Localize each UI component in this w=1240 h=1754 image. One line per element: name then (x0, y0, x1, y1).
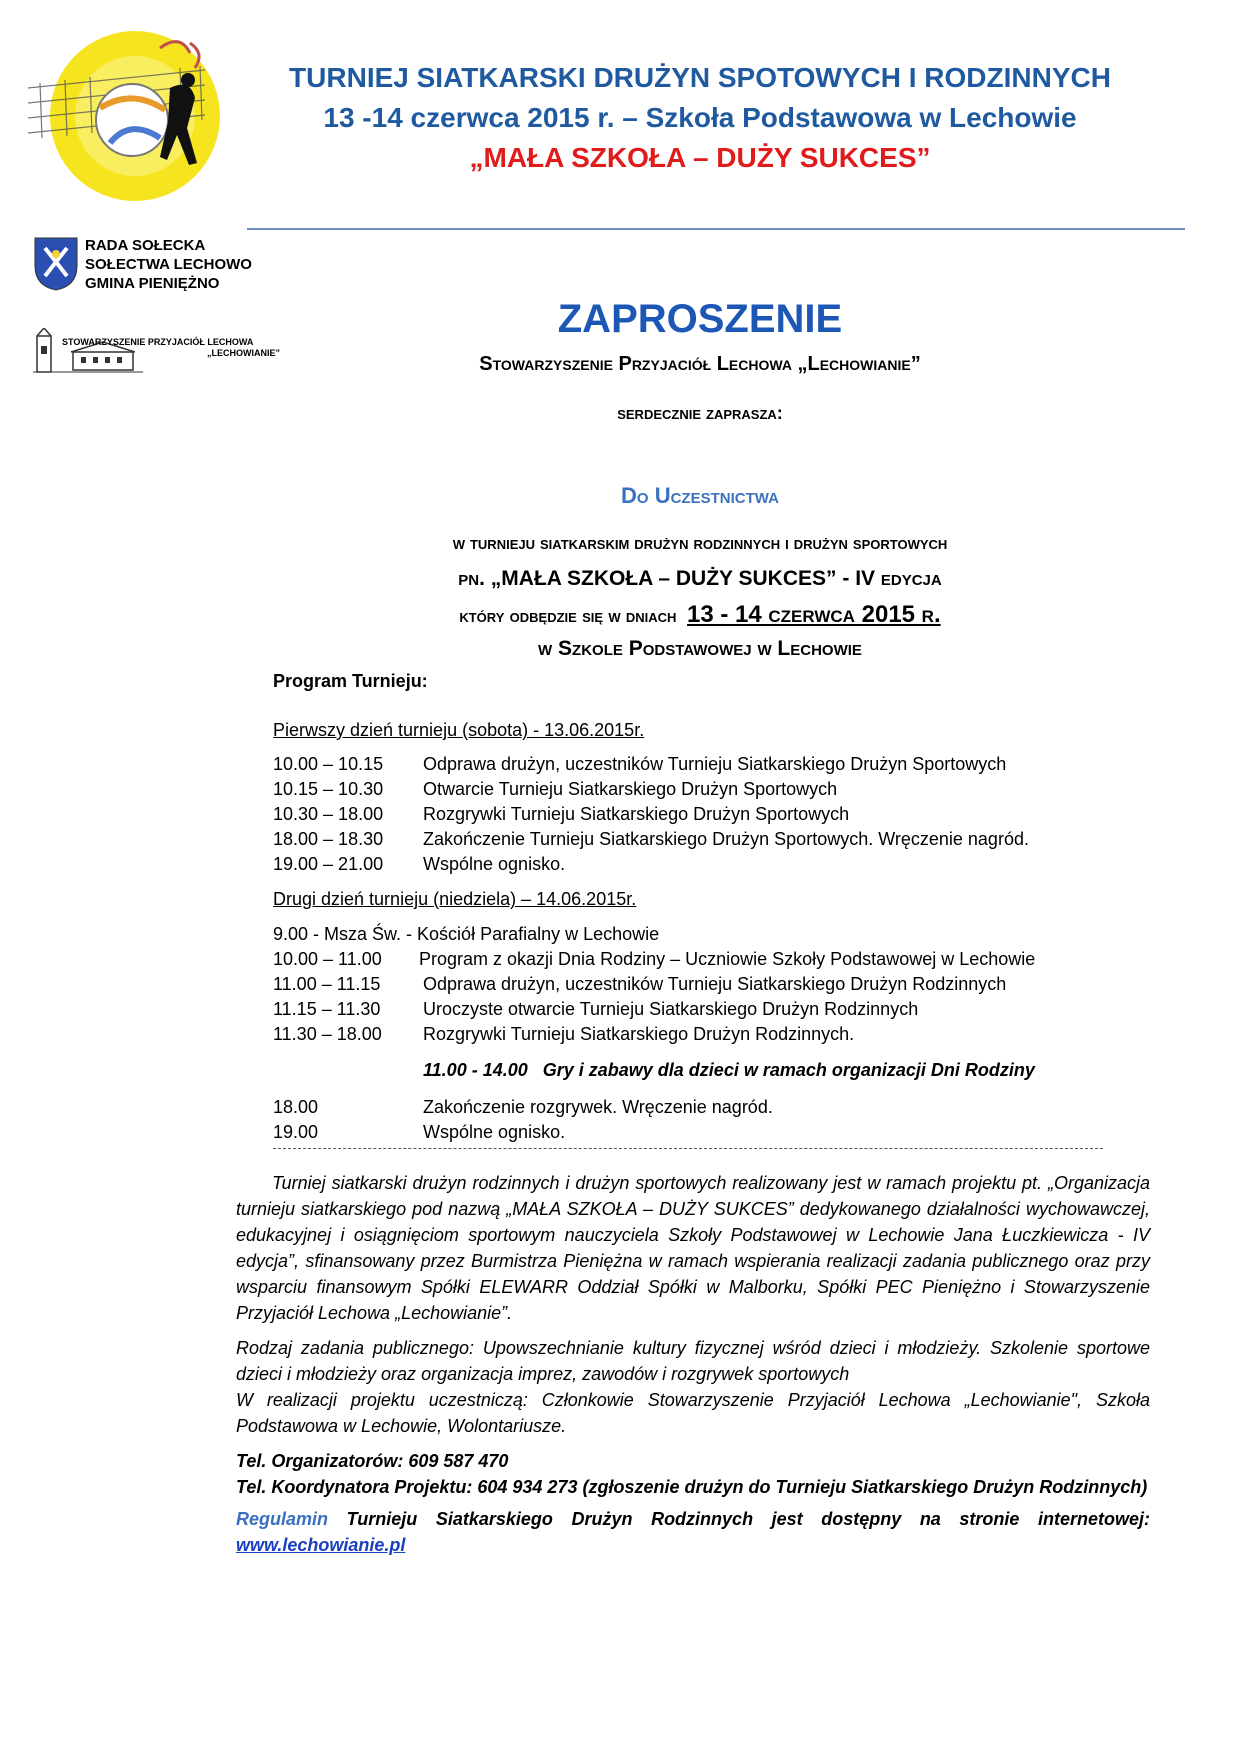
project-description: Turniej siatkarski drużyn rodzinnych i drużyn sportowych realizowany jest w ramach projektu pt. „Organizacja turnieju siatkarskiego pod nazwą „MAŁA SZKOŁA – DUŻY SUKCES” dedykowanego działalności wychowawczej, edukacyjnej i osiągnięciom sportowym nauczyciela Szkoły Podstawowej w Lechowie Jana Łuczkiewicza - IV edycja”, sfinansowany przez Burmistrza Pieniężna w ramach wspierania realizacji zadania publicznego oraz przy wsparciu finansowym Spółki ELEWARR Oddział Spółki w Malborku, Spółki PEC Pieniężno i Stowarzyszenie Przyjaciół Lechowa „Lechowianie”. (236, 1173, 1150, 1323)
header-motto: „MAŁA SZKOŁA – DUŻY SUKCES” (469, 142, 931, 173)
organizer-phone: Tel. Organizatorów: 609 587 470 (236, 1451, 509, 1471)
dashed-separator (273, 1148, 1103, 1149)
schedule-row: 18.00 – 18.30 Zakończenie Turnieju Siatkarskiego Drużyn Sportowych. Wręczenie nagród. (273, 829, 1029, 849)
day1-title: Pierwszy dzień turnieju (sobota) - 13.06.2015r. (273, 720, 645, 740)
participation-heading: Do Uczestnictwa (621, 483, 779, 508)
schedule-row: 10.00 – 10.15 Odprawa drużyn, uczestników Turnieju Siatkarskiego Drużyn Sportowych (273, 754, 1007, 774)
dates-line: który odbędzie się w dniach 13 - 14 czerwca 2015 r. (459, 601, 941, 628)
invites-line: serdecznie zaprasza: (617, 403, 783, 423)
day2-title: Drugi dzień turnieju (niedziela) – 14.06.2015r. (273, 889, 637, 909)
edition-line: pn. „MAŁA SZKOŁA – DUŻY SUKCES” - IV edycja (458, 567, 942, 590)
tournament-line: w turnieju siatkarskim drużyn rodzinnych i drużyn sportowych (452, 533, 948, 553)
participants: W realizacji projektu uczestniczą: Członkowie Stowarzyszenie Przyjaciół Lechowa „Lechowianie", Szkoła Podstawowa w Lechowie, Wolontariusze. (236, 1390, 1150, 1436)
dates-highlight: 13 - 14 czerwca 2015 r. (687, 601, 941, 628)
invitation-title: ZAPROSZENIE (557, 297, 843, 341)
rada-solecka-label: RADA SOŁECKA SOŁECTWA LECHOWO GMINA PIENIĘŻNO (85, 237, 252, 292)
organizer-line: Stowarzyszenie Przyjaciół Lechowa „Lechowianie” (479, 353, 921, 375)
coat-of-arms-icon (33, 236, 79, 292)
schedule-row: 18.00 Zakończenie rozgrywek. Wręczenie nagród. (273, 1097, 773, 1117)
website-link[interactable]: www.lechowianie.pl (236, 1535, 406, 1555)
schedule-row: 11.00 – 11.15 Odprawa drużyn, uczestników Turnieju Siatkarskiego Drużyn Rodzinnych (273, 974, 1007, 994)
header-divider (247, 228, 1185, 230)
regulations-line: Regulamin Turnieju Siatkarskiego Drużyn Rodzinnych jest dostępny na stronie internetowej: (236, 1509, 1150, 1529)
program-label: Program Turnieju: (273, 671, 428, 691)
schedule-row: 10.30 – 18.00 Rozgrywki Turnieju Siatkarskiego Drużyn Sportowych (273, 804, 850, 824)
schedule-row: 19.00 Wspólne ognisko. (273, 1122, 566, 1142)
mass-row: 9.00 - Msza Św. - Kościół Parafialny w Lechowie (273, 924, 660, 944)
schedule-row: 19.00 – 21.00 Wspólne ognisko. (273, 854, 566, 874)
stowarzyszenie-label: STOWARZYSZENIE PRZYJACIÓŁ LECHOWA „LECHOWIANIE” (62, 337, 280, 358)
header-title: TURNIEJ SIATKARSKI DRUŻYN SPOTOWYCH I RODZINNYCH (289, 62, 1111, 93)
header-dates: 13 -14 czerwca 2015 r. – Szkoła Podstawowa w Lechowie (323, 102, 1077, 133)
tournament-logo (20, 28, 220, 208)
website-line (236, 1532, 1150, 1558)
coordinator-phone: Tel. Koordynatora Projektu: 604 934 273 (zgłoszenie drużyn do Turnieju Siatkarskiego Drużyn Rodzinnych) (236, 1477, 1148, 1497)
kids-games-row: 11.00 - 14.00 Gry i zabawy dla dzieci w ramach organizacji Dni Rodziny (423, 1060, 1035, 1080)
schedule-row: 10.00 – 11.00 Program z okazji Dnia Rodziny – Uczniowie Szkoły Podstawowej w Lechowie (273, 949, 1036, 969)
venue-line: w Szkole Podstawowej w Lechowie (538, 637, 862, 660)
schedule-row: 11.30 – 18.00 Rozgrywki Turnieju Siatkarskiego Drużyn Rodzinnych. (273, 1024, 855, 1044)
regulations-word: Regulamin (236, 1509, 329, 1529)
task-type: Rodzaj zadania publicznego: Upowszechnianie kultury fizycznej wśród dzieci i młodzieży. Szkolenie sportowe dzieci i młodzieży oraz organizacja imprez, zawodów i rozgrywek sportowych (236, 1338, 1150, 1384)
schedule-row: 10.15 – 10.30 Otwarcie Turnieju Siatkarskiego Drużyn Sportowych (273, 779, 838, 799)
schedule-row: 11.15 – 11.30 Uroczyste otwarcie Turnieju Siatkarskiego Drużyn Rodzinnych (273, 999, 919, 1019)
